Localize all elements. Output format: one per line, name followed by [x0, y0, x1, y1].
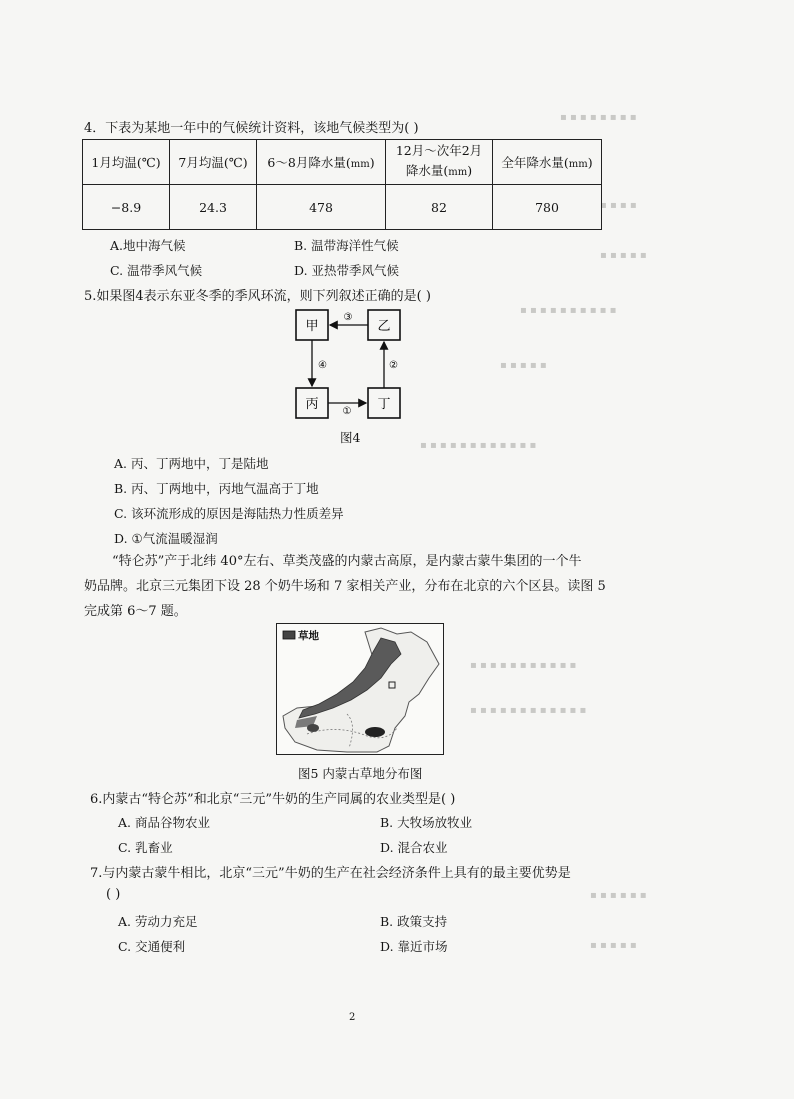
q7-option-d: D. 靠近市场: [380, 939, 448, 954]
arrow-3-label: ③: [343, 312, 353, 323]
legend-label-grassland: 草地: [298, 630, 319, 642]
bleed-through-text: ▪ ▪ ▪ ▪: [600, 200, 637, 211]
label-jia: 甲: [305, 319, 319, 334]
grassland-patch: [307, 724, 319, 732]
grassland-patch: [365, 727, 385, 737]
arrow-1-label: ①: [342, 406, 352, 417]
table-header-cell: 7月均温(℃): [170, 140, 257, 185]
arrow-4-label: ④: [318, 360, 327, 371]
table-cell: 24.3: [170, 185, 257, 230]
q5-option-c: C. 该环流形成的原因是海陆热力性质差异: [114, 506, 344, 521]
q6-stem: 6.内蒙古“特仑苏”和北京“三元”牛奶的生产同属的农业类型是( ): [90, 792, 456, 807]
bleed-through-text: ▪ ▪ ▪ ▪ ▪ ▪ ▪ ▪ ▪ ▪: [520, 305, 617, 316]
passage-line: “特仑苏”产于北纬 40°左右、草类茂盛的内蒙古高原，是内蒙古蒙牛集团的一个牛: [112, 554, 582, 569]
table-header-cell: 12月～次年2月 降水量(mm): [386, 140, 493, 185]
q7-option-a: A. 劳动力充足: [118, 914, 198, 929]
q7-answer-paren: ( ): [106, 887, 121, 902]
figure-4-monsoon-diagram: [288, 306, 408, 424]
q5-option-b: B. 丙、丁两地中，丙地气温高于丁地: [114, 481, 319, 496]
q6-option-d: D. 混合农业: [380, 840, 448, 855]
arrow-2-label: ②: [389, 360, 398, 371]
bleed-through-text: ▪ ▪ ▪ ▪ ▪: [590, 940, 637, 951]
climate-table: [82, 139, 602, 230]
passage-line: 奶品牌。北京三元集团下设 28 个奶牛场和 7 家相关产业，分布在北京的六个区县。读图 5: [84, 579, 606, 594]
legend-swatch-grassland: [283, 631, 295, 639]
bleed-through-text: ▪ ▪ ▪ ▪ ▪: [600, 250, 647, 261]
q4-option-d: D. 亚热带季风气候: [294, 263, 400, 278]
bleed-through-text: ▪ ▪ ▪ ▪ ▪ ▪ ▪ ▪ ▪ ▪ ▪ ▪: [420, 440, 537, 451]
q4-stem: 4．下表为某地一年中的气候统计资料，该地气候类型为( ): [84, 121, 419, 136]
q7-stem: 7.与内蒙古蒙牛相比，北京“三元”牛奶的生产在社会经济条件上具有的最主要优势是: [90, 866, 571, 881]
q7-option-b: B. 政策支持: [380, 914, 448, 929]
q5-option-a: A. 丙、丁两地中，丁是陆地: [114, 456, 269, 471]
figure-5-map: [276, 623, 444, 755]
table-cell: 478: [257, 185, 386, 230]
figure-4-caption: 图4: [340, 430, 361, 445]
bleed-through-text: ▪ ▪ ▪ ▪ ▪ ▪ ▪ ▪: [560, 112, 637, 123]
bleed-through-text: ▪ ▪ ▪ ▪ ▪ ▪ ▪ ▪ ▪ ▪ ▪ ▪: [470, 705, 587, 716]
q5-stem: 5.如果图4表示东亚冬季的季风环流，则下列叙述正确的是( ): [84, 289, 431, 304]
grassland-map-svg: [277, 624, 443, 754]
bleed-through-text: ▪ ▪ ▪ ▪ ▪ ▪: [590, 890, 647, 901]
page-number: 2: [349, 1012, 356, 1023]
table-cell: 82: [386, 185, 493, 230]
label-ding: 丁: [377, 397, 391, 412]
table-header-cell: 全年降水量(mm): [493, 140, 602, 185]
q4-option-c: C. 温带季风气候: [110, 263, 203, 278]
q6-option-b: B. 大牧场放牧业: [380, 815, 473, 830]
bleed-through-text: ▪ ▪ ▪ ▪ ▪ ▪ ▪ ▪ ▪ ▪ ▪: [470, 660, 577, 671]
bleed-through-text: ▪ ▪ ▪ ▪ ▪: [500, 360, 547, 371]
climate-table-value-row: [83, 185, 602, 230]
q6-option-c: C. 乳畜业: [118, 840, 173, 855]
q7-option-c: C. 交通便利: [118, 939, 186, 954]
q5-option-d: D. ①气流温暖湿润: [114, 531, 218, 546]
label-yi: 乙: [377, 319, 391, 334]
table-cell: −8.9: [83, 185, 170, 230]
figure-5-caption: 图5 内蒙古草地分布图: [298, 766, 423, 781]
climate-table-header-row: [83, 140, 602, 185]
table-header-cell: 6～8月降水量(mm): [257, 140, 386, 185]
label-bing: 丙: [305, 397, 319, 412]
q4-option-b: B. 温带海洋性气候: [294, 238, 399, 253]
passage-line: 完成第 6～7 题。: [84, 604, 187, 619]
table-header-cell: 1月均温(℃): [83, 140, 170, 185]
q6-option-a: A. 商品谷物农业: [118, 815, 210, 830]
table-cell: 780: [493, 185, 602, 230]
reading-passage: [84, 549, 724, 624]
q4-option-a: A.地中海气候: [110, 238, 186, 253]
